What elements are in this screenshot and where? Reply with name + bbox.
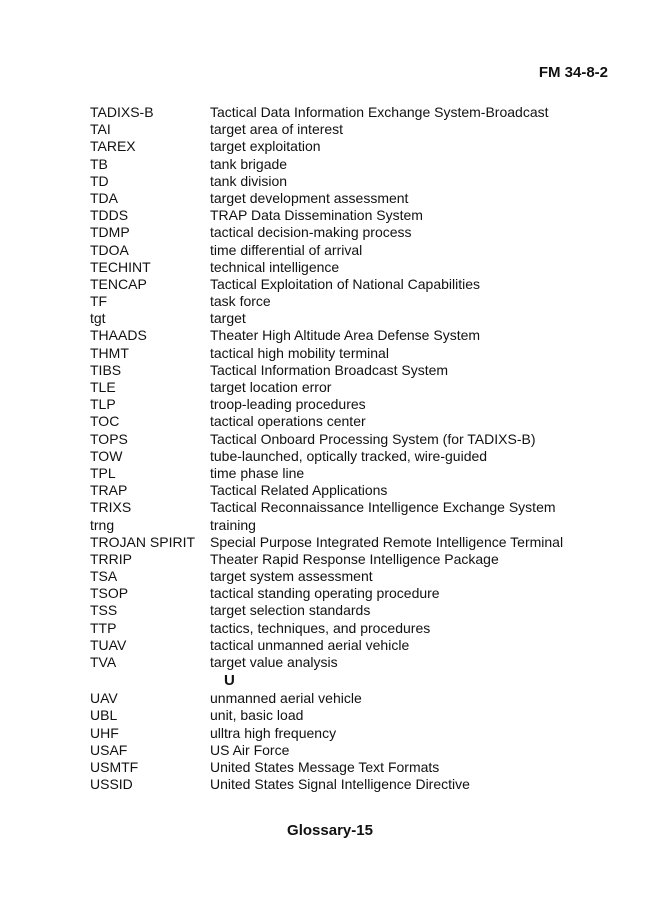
glossary-entry	[90, 190, 610, 207]
glossary-entry	[90, 207, 610, 224]
glossary-entry	[90, 138, 610, 155]
glossary-entry	[90, 121, 610, 138]
glossary-definition: tactics, techniques, and procedures	[210, 619, 431, 636]
glossary-entry	[90, 568, 610, 585]
glossary-section-u	[90, 690, 610, 793]
glossary-definition: Tactical Onboard Processing System (for TADIXS-B)	[210, 430, 536, 447]
glossary-entry	[90, 224, 610, 241]
glossary-definition: tube-launched, optically tracked, wire-guided	[210, 447, 488, 464]
glossary-entry	[90, 156, 610, 173]
page-number: Glossary-15	[287, 822, 373, 839]
glossary-definition: time phase line	[210, 464, 305, 481]
glossary-entry	[90, 448, 610, 465]
glossary-list	[90, 104, 610, 793]
glossary-abbreviation: UHF	[90, 724, 119, 741]
glossary-definition: Theater High Altitude Area Defense System	[210, 327, 481, 344]
glossary-definition: unit, basic load	[210, 707, 304, 724]
glossary-definition: target exploitation	[210, 138, 321, 155]
glossary-entry	[90, 585, 610, 602]
glossary-abbreviation: TECHINT	[90, 258, 151, 275]
glossary-abbreviation: TLE	[90, 379, 116, 395]
glossary-abbreviation: THMT	[90, 344, 129, 361]
glossary-abbreviation: UAV	[90, 690, 118, 707]
glossary-entry	[90, 707, 610, 724]
document-number: FM 34-8-2	[538, 64, 608, 81]
glossary-entry	[90, 602, 610, 619]
glossary-definition: Theater Rapid Response Intelligence Package	[210, 550, 499, 567]
glossary-entry	[90, 654, 610, 671]
glossary-abbreviation: TDA	[90, 189, 118, 206]
glossary-abbreviation: TAI	[90, 121, 111, 138]
glossary-abbreviation: TRIXS	[90, 499, 132, 516]
glossary-entry	[90, 242, 610, 259]
glossary-entry	[90, 293, 610, 310]
glossary-definition: target location error	[210, 379, 332, 395]
glossary-definition: Tactical Data Information Exchange System-Broadcast	[210, 104, 549, 120]
section-letter-u: U	[224, 672, 235, 690]
glossary-definition: technical intelligence	[210, 258, 340, 275]
glossary-entry	[90, 776, 610, 793]
glossary-entry	[90, 104, 610, 121]
glossary-definition: target development assessment	[210, 189, 409, 206]
glossary-entry	[90, 499, 610, 516]
glossary-abbreviation: TOW	[90, 447, 123, 464]
glossary-definition: unmanned aerial vehicle	[210, 690, 362, 707]
glossary-abbreviation: TSS	[90, 602, 118, 619]
glossary-definition: tank brigade	[210, 155, 288, 172]
glossary-abbreviation: TDOA	[90, 241, 129, 258]
glossary-definition: time differential of arrival	[210, 241, 363, 258]
glossary-definition: Special Purpose Integrated Remote Intelligence Terminal	[210, 533, 564, 550]
glossary-entry	[90, 276, 610, 293]
glossary-abbreviation: TENCAP	[90, 275, 147, 292]
glossary-abbreviation: USSID	[90, 776, 133, 793]
glossary-abbreviation: TDMP	[90, 224, 130, 241]
glossary-definition: target area of interest	[210, 121, 344, 138]
glossary-entry	[90, 379, 610, 396]
glossary-definition: tactical high mobility terminal	[210, 344, 389, 361]
glossary-definition: tactical decision-making process	[210, 224, 412, 241]
glossary-abbreviation: trng	[90, 516, 115, 533]
glossary-abbreviation: TDDS	[90, 207, 129, 224]
glossary-abbreviation: tgt	[90, 310, 106, 327]
glossary-entry	[90, 690, 610, 707]
glossary-entry	[90, 465, 610, 482]
glossary-abbreviation: TOPS	[90, 430, 128, 447]
glossary-entry	[90, 345, 610, 362]
glossary-abbreviation: TD	[90, 172, 109, 189]
glossary-definition: tactical unmanned aerial vehicle	[210, 636, 410, 653]
glossary-entry	[90, 310, 610, 327]
glossary-abbreviation: TB	[90, 155, 108, 172]
glossary-definition: target selection standards	[210, 602, 371, 619]
glossary-abbreviation: TF	[90, 293, 108, 310]
glossary-abbreviation: TIBS	[90, 361, 122, 378]
glossary-entry	[90, 259, 610, 276]
glossary-definition: target value analysis	[210, 654, 338, 670]
glossary-entry	[90, 725, 610, 742]
glossary-abbreviation: UBL	[90, 707, 118, 724]
glossary-entry	[90, 551, 610, 568]
glossary-definition: Tactical Exploitation of National Capabilities	[210, 275, 481, 292]
glossary-abbreviation: USAF	[90, 741, 128, 758]
glossary-abbreviation: TRAP	[90, 482, 128, 499]
glossary-definition: tank division	[210, 172, 288, 189]
glossary-definition: TRAP Data Dissemination System	[210, 207, 423, 224]
glossary-definition: ulltra high frequency	[210, 724, 337, 741]
glossary-abbreviation: TTP	[90, 619, 117, 636]
glossary-entry	[90, 637, 610, 654]
glossary-abbreviation: TROJAN SPIRIT	[90, 533, 196, 550]
glossary-entry	[90, 413, 610, 430]
glossary-definition: Tactical Related Applications	[210, 482, 388, 499]
glossary-definition: training	[210, 516, 256, 533]
glossary-definition: troop-leading procedures	[210, 396, 366, 413]
glossary-entry	[90, 482, 610, 499]
glossary-definition: target system assessment	[210, 568, 373, 585]
glossary-abbreviation: THAADS	[90, 327, 147, 344]
glossary-definition: Tactical Information Broadcast System	[210, 361, 449, 378]
glossary-definition: US Air Force	[210, 741, 290, 758]
glossary-abbreviation: TRRIP	[90, 550, 132, 567]
glossary-entry	[90, 362, 610, 379]
glossary-abbreviation: TOC	[90, 413, 120, 430]
glossary-abbreviation: USMTF	[90, 758, 139, 775]
glossary-abbreviation: TSOP	[90, 585, 129, 602]
glossary-abbreviation: TPL	[90, 464, 116, 481]
glossary-abbreviation: TAREX	[90, 138, 136, 155]
glossary-entry	[90, 327, 610, 344]
glossary-abbreviation: TADIXS-B	[90, 104, 154, 120]
glossary-abbreviation: TLP	[90, 396, 116, 413]
glossary-definition: Tactical Reconnaissance Intelligence Exchange System	[210, 499, 556, 516]
glossary-definition: United States Message Text Formats	[210, 758, 440, 775]
glossary-entry	[90, 173, 610, 190]
glossary-definition: tactical standing operating procedure	[210, 585, 440, 602]
glossary-definition: target	[210, 310, 246, 327]
glossary-entry	[90, 431, 610, 448]
glossary-entry	[90, 396, 610, 413]
glossary-definition: tactical operations center	[210, 413, 366, 430]
glossary-abbreviation: TUAV	[90, 636, 127, 653]
glossary-definition: task force	[210, 293, 271, 310]
glossary-entry	[90, 534, 610, 551]
glossary-abbreviation: TSA	[90, 568, 118, 585]
glossary-entry	[90, 620, 610, 637]
glossary-entry	[90, 759, 610, 776]
glossary-section-t	[90, 104, 610, 671]
glossary-entry	[90, 517, 610, 534]
glossary-entry	[90, 742, 610, 759]
glossary-abbreviation: TVA	[90, 654, 117, 670]
glossary-definition: United States Signal Intelligence Directive	[210, 776, 470, 793]
